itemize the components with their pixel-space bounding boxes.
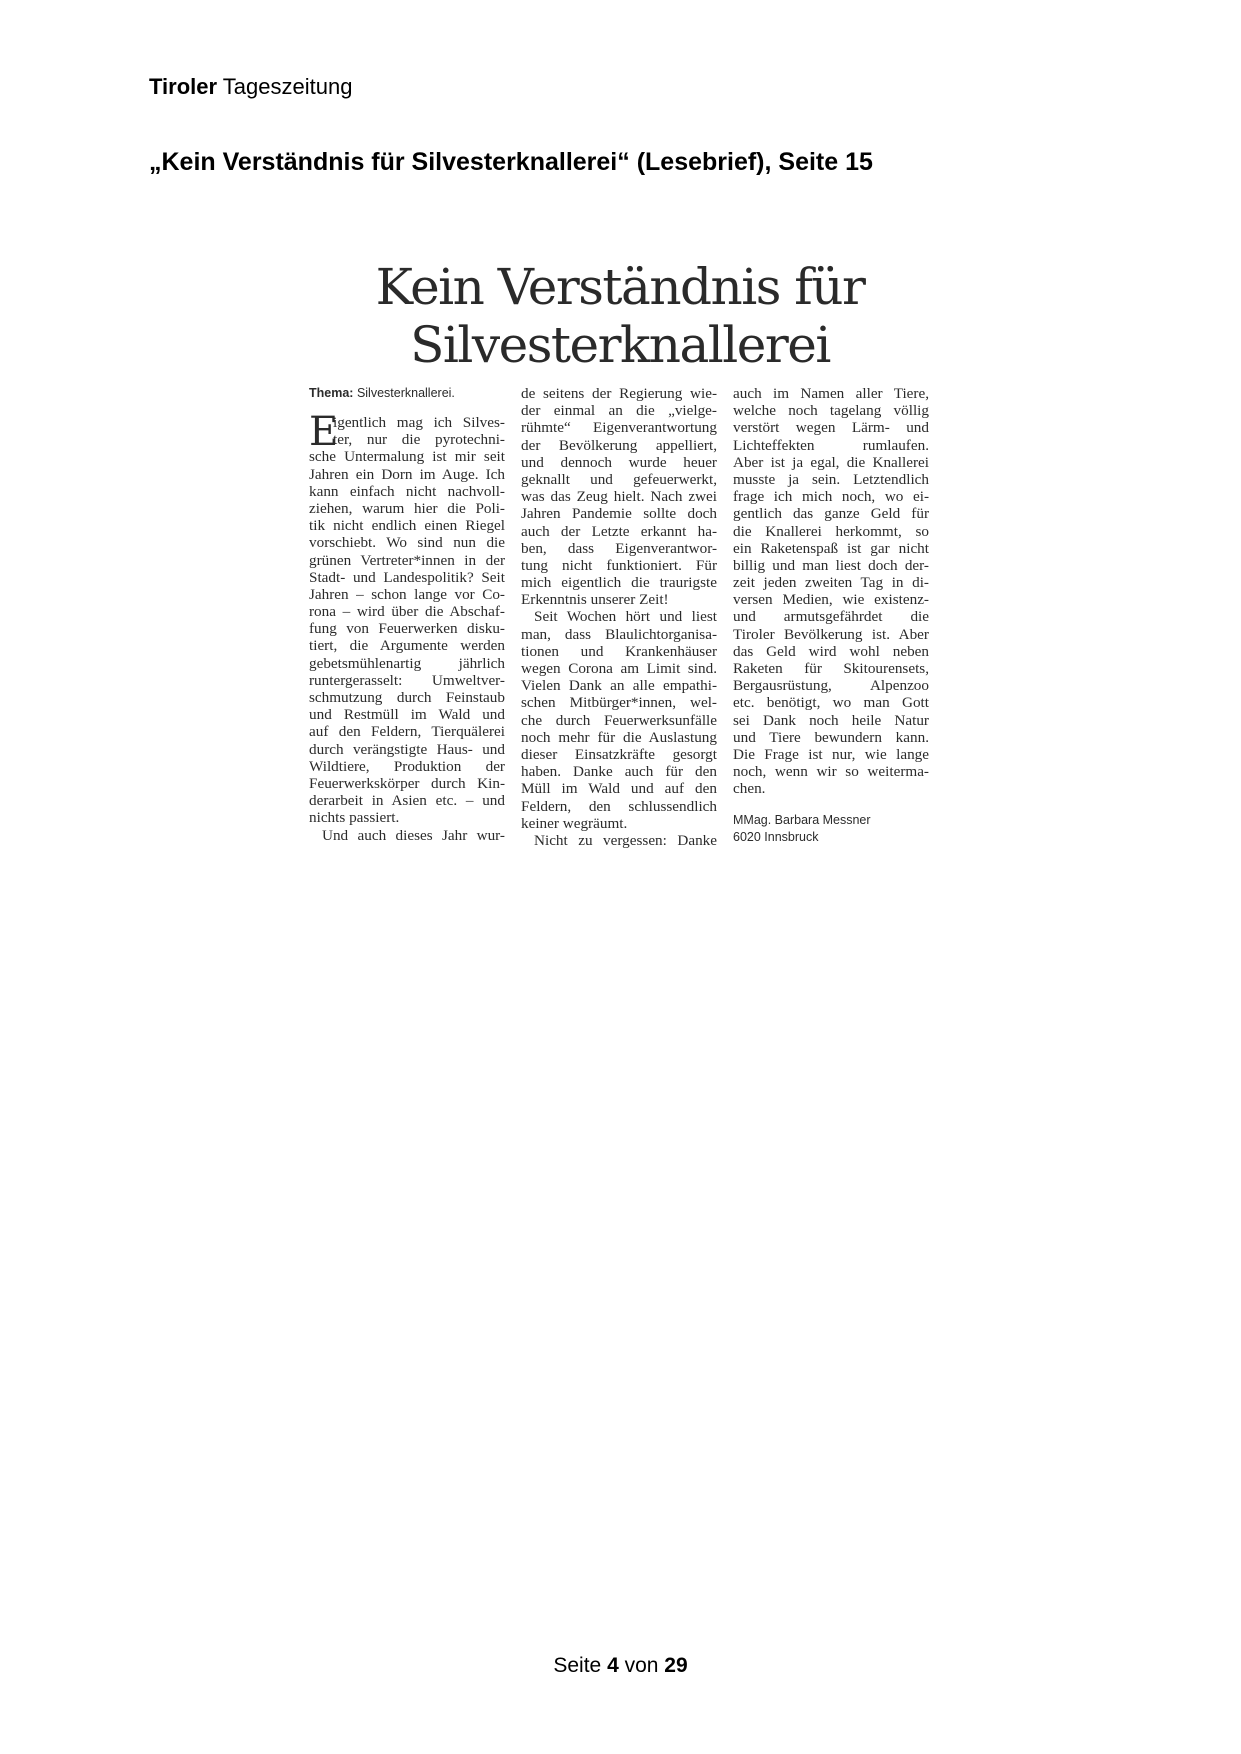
text-line: Seit Wochen hört und liest (534, 608, 717, 626)
text-line: nichts passiert. (309, 809, 400, 827)
text-line: schmutzung durch Feinstaub (309, 689, 505, 706)
text-line: vorschiebt. Wo sind nun die (309, 534, 505, 552)
column-3-lines (733, 385, 929, 798)
text-line: ziehen, warum hier die Poli- (309, 499, 505, 517)
text-line: etc. benötigt, wo man Gott (733, 694, 929, 712)
text-line: und armutsgefährdet die (733, 608, 929, 626)
column-1-body (309, 409, 505, 844)
text-line: Lichteffekten rumlaufen. (733, 436, 929, 454)
text-line: tung nicht funktioniert. Für (521, 556, 717, 574)
text-line: runtergerasselt: Umweltver- (309, 671, 505, 689)
topic-value: Silvesterknallerei. (356, 386, 455, 400)
text-line: derarbeit in Asien etc. – und (309, 792, 505, 810)
text-line: Müll im Wald und auf den (521, 780, 717, 798)
publication-header (149, 74, 352, 100)
text-line: tiert, die Argumente werden (309, 637, 505, 655)
text-line: ein Raketenspaß ist gar nicht (733, 539, 929, 557)
signature-name: MMag. Barbara Messner (733, 812, 871, 827)
total-pages: 29 (664, 1654, 688, 1677)
text-line: Und auch dieses Jahr wur- (322, 826, 505, 844)
text-line: haben. Danke auch für den (521, 763, 717, 781)
article-column-3 (733, 385, 929, 847)
article-headline (300, 258, 940, 374)
text-line: Jahren ein Dorn im Auge. Ich (309, 465, 505, 483)
text-line: Erkenntnis unserer Zeit! (521, 591, 669, 609)
topic-label: Thema: (309, 386, 354, 400)
text-line: ben, dass Eigenverantwor- (521, 539, 717, 557)
column-1-lines (309, 409, 505, 844)
text-line: Wildtiere, Produktion der (309, 757, 505, 775)
text-line: gebetsmühlenartig jährlich (309, 654, 505, 672)
text-line: auch im Namen aller Tiere, (733, 385, 929, 402)
text-line: auch der Letzte erkannt ha- (521, 522, 717, 540)
text-line: gentlich das ganze Geld für (733, 505, 929, 523)
current-page: 4 (607, 1654, 619, 1677)
text-line: zeit jeden zweiten Tag in di- (733, 574, 929, 592)
text-line: tionen und Krankenhäuser (521, 642, 717, 660)
text-line: auf den Feldern, Tierquälerei (309, 723, 505, 741)
text-line: rühmte“ Eigenverantwortung (521, 419, 717, 437)
signature-place: 6020 Innsbruck (733, 830, 819, 844)
text-line: rona – wird über die Abschaf- (309, 603, 505, 621)
text-line: sche Untermalung ist mir seit (309, 448, 505, 466)
text-line: fung von Feuerwerken disku- (309, 620, 505, 638)
text-line: die Knallerei herkommt, so (733, 522, 929, 540)
text-line: chen. (733, 780, 766, 798)
text-line: Aber ist ja egal, die Knallerei (733, 453, 929, 471)
drop-cap: E (309, 409, 339, 455)
brand-rest: Tageszeitung (222, 74, 353, 99)
text-line: Nicht zu vergessen: Danke (534, 831, 717, 849)
text-line: versen Medien, wie existenz- (733, 591, 929, 609)
document-title: „Kein Verständnis für Silvesterknallerei“ (Lesebrief), Seite 15 (149, 148, 873, 176)
text-line: Die Frage ist nur, wie lange (733, 745, 929, 763)
text-line: che durch Feuerwerksunfälle (521, 711, 717, 729)
text-line: Vielen Dank an alle empathi- (521, 677, 717, 695)
newspaper-clipping (300, 250, 940, 860)
text-line: und Restmüll im Wald und (309, 706, 505, 724)
signature (733, 812, 929, 847)
text-line: de seitens der Regierung wie- (521, 385, 717, 402)
text-line: kann einfach nicht nachvoll- (309, 482, 505, 500)
headline-line-2: Silvesterknallerei (410, 316, 830, 374)
brand-bold: Tiroler (149, 74, 218, 99)
text-line: ter, nur die pyrotechni- (333, 431, 505, 449)
text-line: tik nicht endlich einen Riegel (309, 517, 505, 535)
text-line: geknallt und gefeuerwerkt, (521, 470, 717, 488)
text-line: mich eigentlich die traurigste (521, 574, 717, 592)
text-line: musste ja sein. Letztendlich (733, 470, 929, 488)
text-line: was das Zeug hielt. Nach zwei (521, 488, 717, 506)
text-line: und dennoch wurde heuer (521, 453, 717, 471)
text-line: keiner wegräumt. (521, 814, 628, 832)
text-line: noch mehr für die Auslastung (521, 728, 717, 746)
article-column-2 (521, 385, 717, 849)
text-line: frage ich mich noch, wo ei- (733, 488, 929, 506)
article-column-1 (309, 385, 505, 844)
text-line: und Tiere bewundern kann. (733, 728, 929, 746)
text-line: grünen Vertreter*innen in der (309, 551, 505, 569)
text-line: Tiroler Bevölkerung ist. Aber (733, 625, 929, 643)
text-line: der einmal an die „vielge- (521, 402, 717, 420)
text-line: Jahren – schon lange vor Co- (309, 585, 505, 603)
text-line: dieser Einsatzkräfte gesorgt (521, 745, 717, 763)
text-line: man, dass Blaulichtorganisa- (521, 625, 717, 643)
text-line: Feldern, den schlussendlich (521, 797, 717, 815)
text-line: igentlich mag ich Silves- (333, 414, 505, 431)
text-line: Stadt- und Landespolitik? Seit (309, 568, 505, 586)
text-line: wegen Corona am Limit sind. (521, 660, 717, 677)
column-2-lines (521, 385, 717, 849)
text-line: billig und man liest doch der- (733, 556, 929, 574)
text-line: Raketen für Skitourensets, (733, 660, 929, 677)
text-line: noch, wenn wir so weiterma- (733, 763, 929, 781)
text-line: schen Mitbürger*innen, wel- (521, 694, 717, 712)
footer-middle: von (624, 1654, 659, 1677)
text-line: sei Dank noch heile Natur (733, 711, 929, 729)
text-line: Bergausrüstung, Alpenzoo (733, 677, 929, 695)
text-line: das Geld wird wohl neben (733, 642, 929, 660)
text-line: welche noch tagelang völlig (733, 402, 929, 420)
footer-prefix: Seite (553, 1654, 602, 1677)
text-line: Feuerwerkskörper durch Kin- (309, 774, 505, 792)
topic-line (309, 385, 505, 402)
page-footer (0, 1654, 1241, 1678)
text-line: der Bevölkerung appelliert, (521, 436, 717, 454)
text-line: Jahren Pandemie sollte doch (521, 505, 717, 523)
headline-line-1: Kein Verständnis für (375, 258, 865, 316)
text-line: durch verängstigte Haus- und (309, 740, 505, 758)
text-line: verstört wegen Lärm- und (733, 419, 929, 437)
